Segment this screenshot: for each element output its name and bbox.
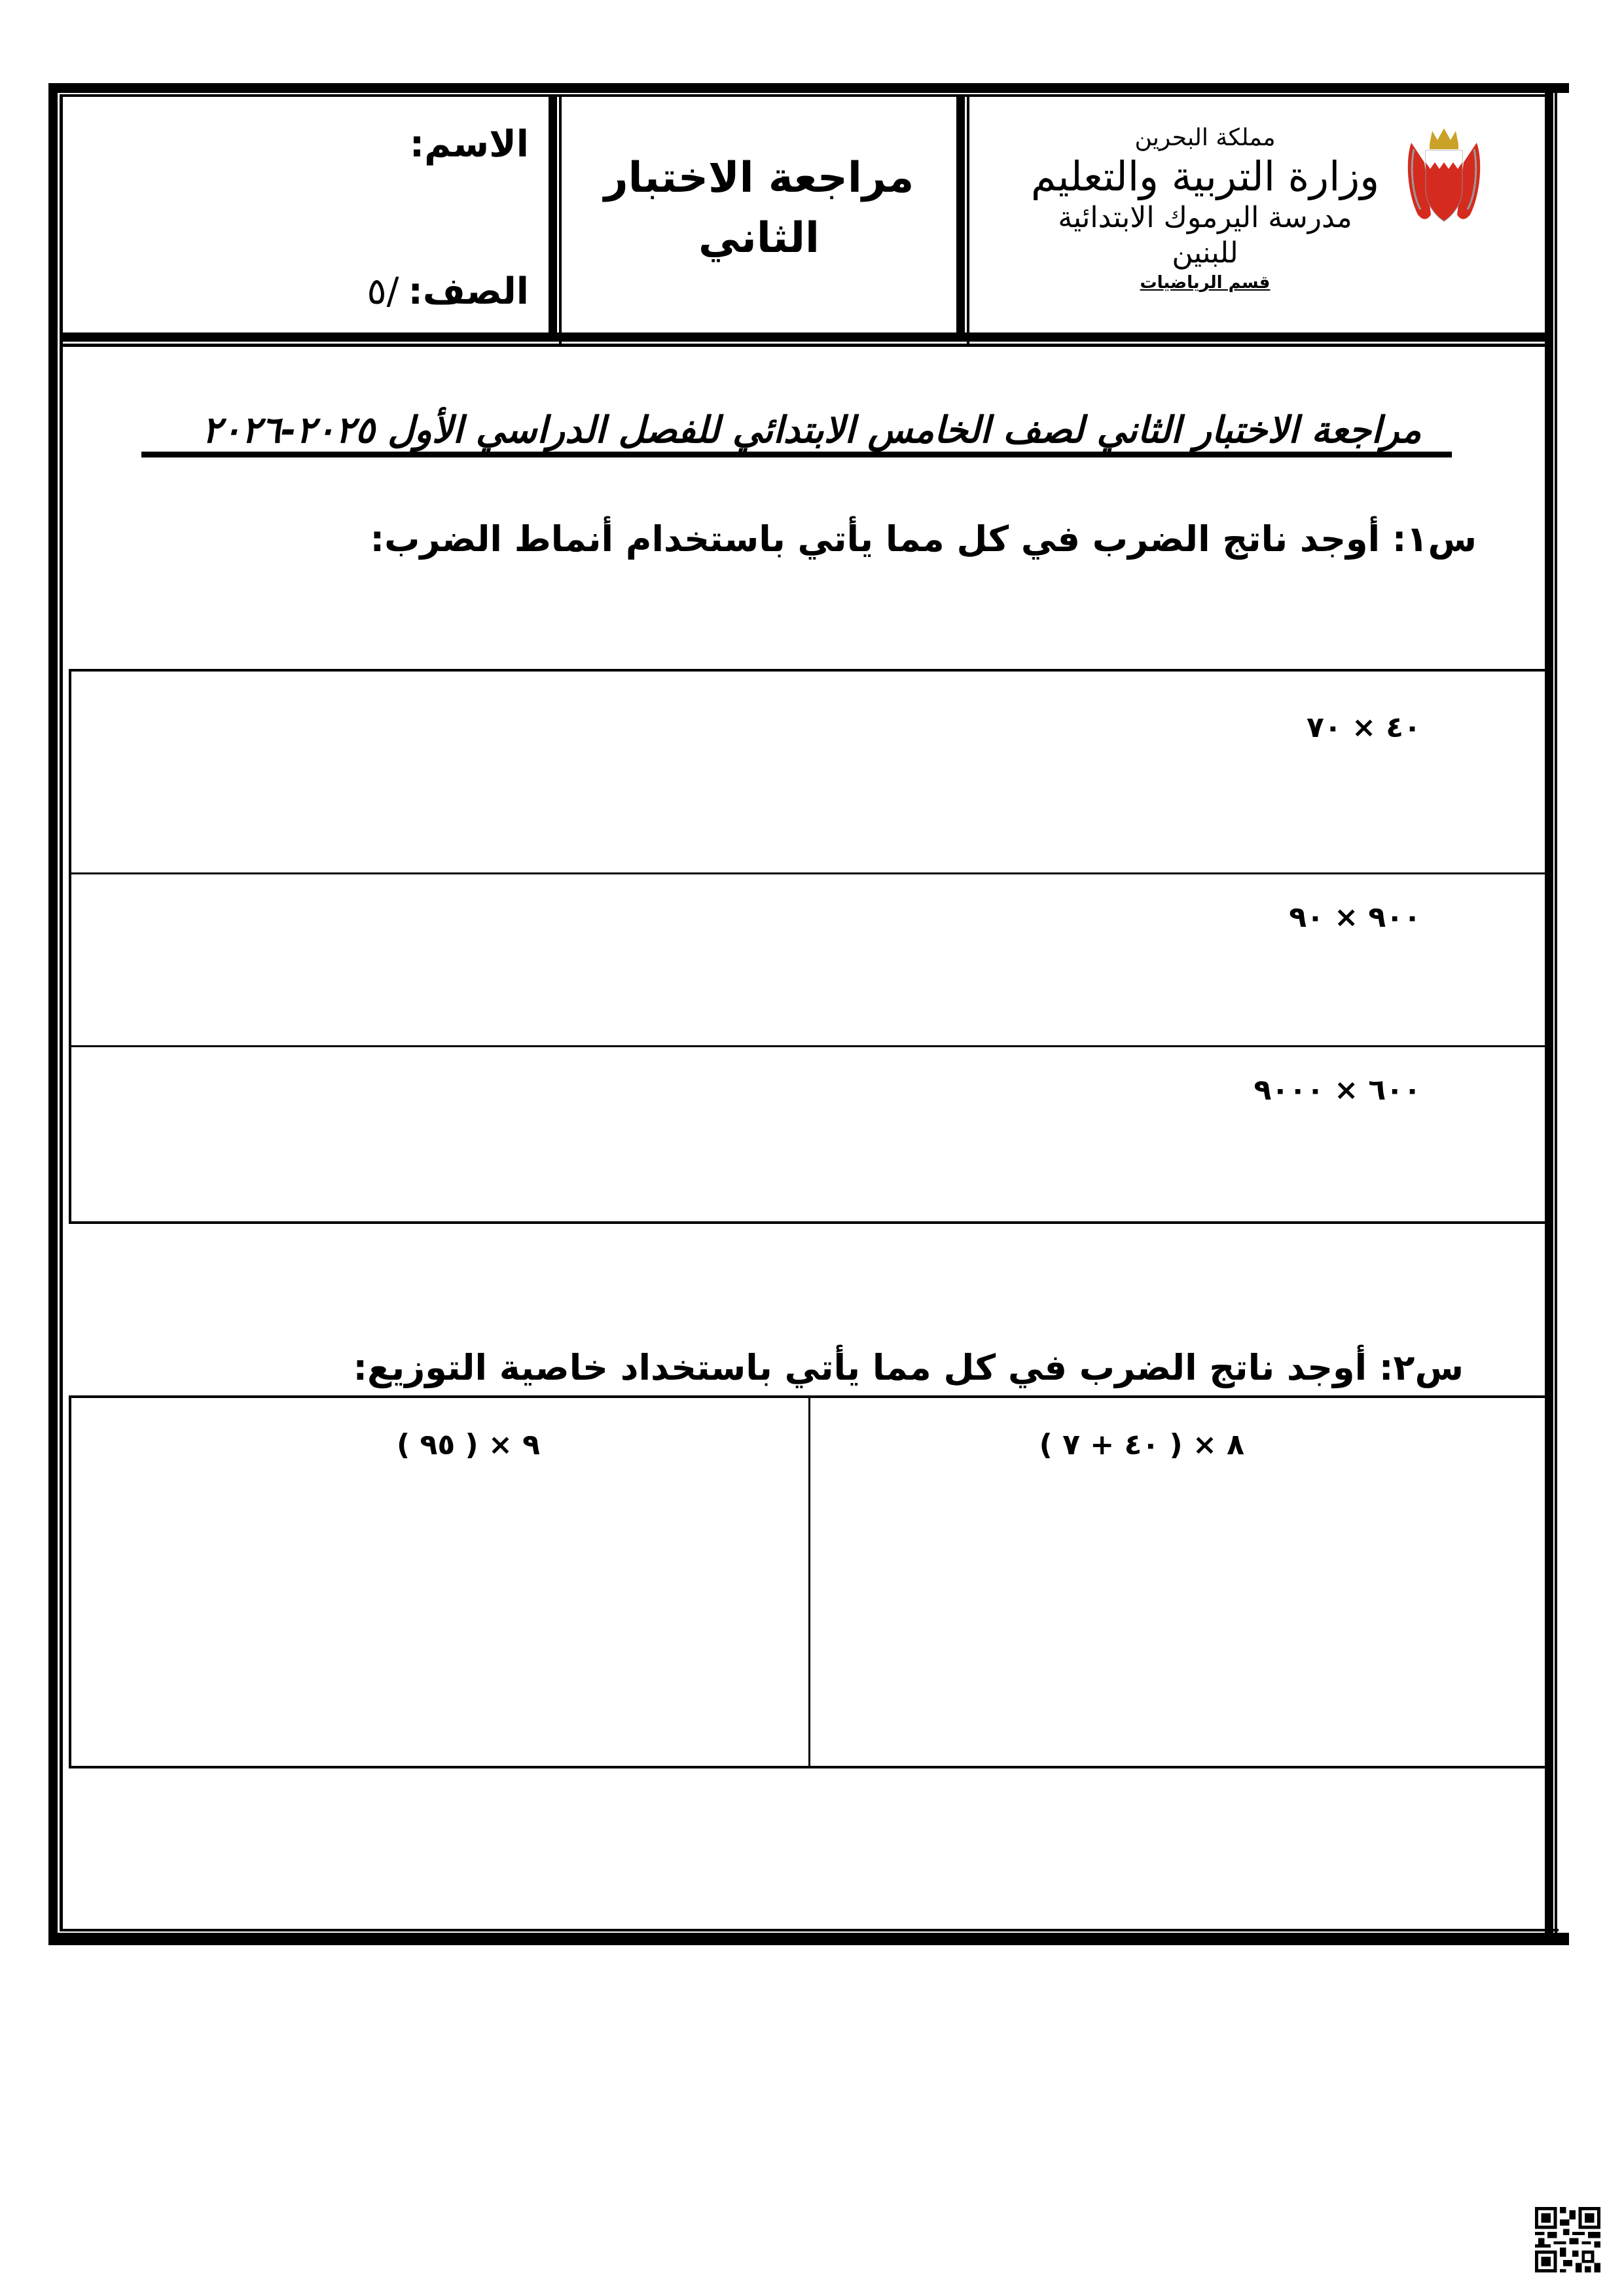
frame-left-thick — [48, 83, 58, 1945]
question-1-row — [71, 1047, 1545, 1221]
question-2-heading: س٢: أوجد ناتج الضرب في كل مما يأتي باستخداد خاصية التوزيع: — [353, 1347, 1464, 1388]
question-2-expression: ٨ × ( ٤٠ + ٧ ) — [1039, 1428, 1244, 1462]
question-1-expression: ٦٠٠ × ٩٠٠٠ — [1254, 1073, 1421, 1107]
department-name: قسم الرياضيات — [1140, 273, 1271, 293]
header-bottom-thin — [63, 344, 1545, 347]
question-1-table — [69, 669, 1548, 1224]
name-label: الاسم: — [409, 123, 529, 166]
question-1-expression: ٩٠٠ × ٩٠ — [1289, 901, 1421, 934]
question-2-column-divider — [808, 1398, 810, 1766]
question-1-row — [71, 874, 1545, 1047]
qr-code-icon — [1535, 2207, 1600, 2272]
class-label: الصف: — [408, 270, 529, 313]
document-title-underline — [141, 452, 1452, 457]
header-bottom-thick — [63, 332, 1545, 342]
question-1-heading: س١: أوجد ناتج الضرب في كل مما يأتي باستخدام أنماط الضرب: — [370, 518, 1477, 560]
question-2-cell-left — [71, 1398, 808, 1766]
document-title: مراجعة الاختبار الثاني لصف الخامس الابتدائي للفصل الدراسي الأول ٢٠٢٥-٢٠٢٦ — [202, 409, 1422, 452]
frame-bottom-thin — [60, 1929, 1559, 1931]
frame-left-thin — [60, 94, 63, 1931]
question-2-cell-right — [810, 1398, 1545, 1766]
frame-top-thick — [48, 83, 1569, 93]
test-title-line1: مراجعة الاختبار — [604, 154, 914, 202]
kingdom-name: مملكة البحرين — [1134, 124, 1276, 151]
class-value: ٥/ — [367, 270, 399, 313]
ministry-text — [1028, 123, 1382, 295]
question-1-expression: ٤٠ × ٧٠ — [1307, 711, 1421, 744]
header-divider-1 — [549, 94, 557, 334]
school-name: مدرسة اليرموك الابتدائية للبنين — [1058, 201, 1352, 270]
question-1-row — [71, 672, 1545, 874]
class-field — [367, 270, 529, 313]
question-2-expression: ٩ × ( ٩٥ ) — [397, 1428, 540, 1462]
frame-right-thin — [1555, 93, 1557, 1945]
document-title-block — [137, 404, 1486, 463]
test-title-cell — [562, 97, 956, 332]
header-divider-2 — [956, 94, 965, 334]
logo-cell — [969, 97, 1545, 332]
frame-bottom-thick — [48, 1933, 1569, 1945]
question-2-table — [69, 1395, 1548, 1768]
ministry-name: وزارة التربية والتعليم — [1030, 152, 1380, 200]
test-title-line2: الثاني — [698, 214, 820, 262]
bahrain-emblem-icon — [1405, 123, 1483, 228]
student-info-cell — [63, 97, 549, 332]
